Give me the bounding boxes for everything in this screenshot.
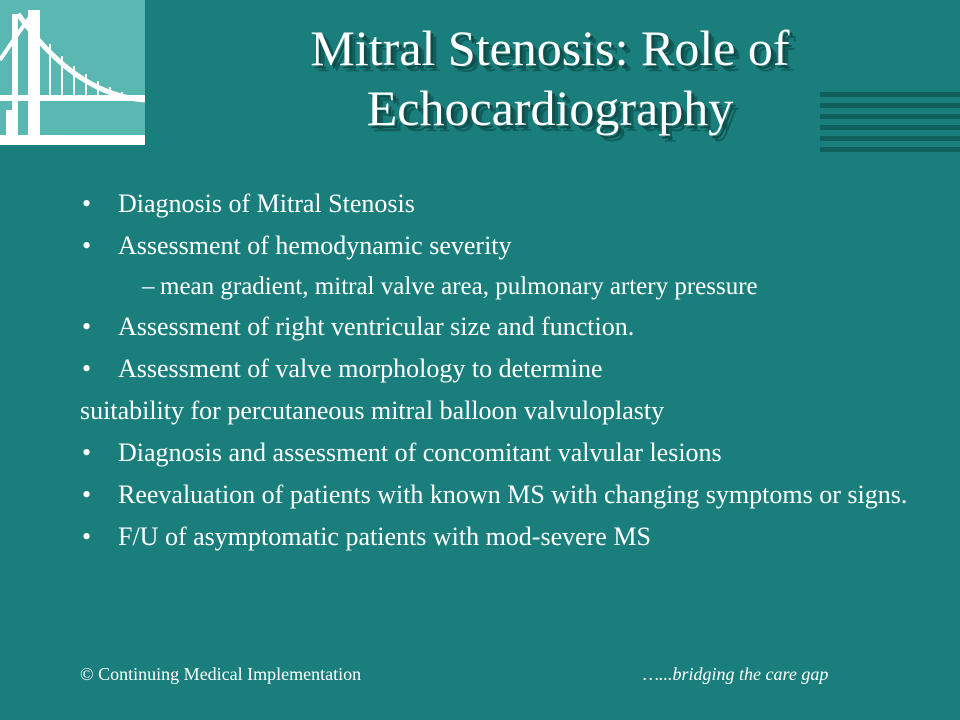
list-item (80, 230, 940, 262)
continuation-line: suitability for percutaneous mitral balloon valvuloplasty (80, 396, 665, 425)
bullet-text: Reevaluation of patients with known MS with changing symptoms or signs. (118, 480, 908, 509)
bullet-marker: • (82, 354, 92, 383)
bullet-marker: • (82, 522, 92, 551)
bullet-text: Diagnosis and assessment of concomitant valvular lesions (118, 438, 722, 467)
sub-bullet-text: mean gradient, mitral valve area, pulmonary artery pressure (160, 273, 758, 300)
bullet-marker: • (82, 438, 92, 467)
bullet-text: Diagnosis of Mitral Stenosis (118, 189, 415, 218)
list-item (80, 311, 940, 343)
list-item (80, 437, 940, 469)
footer-copyright: © Continuing Medical Implementation (80, 664, 362, 684)
bullet-text: F/U of asymptomatic patients with mod-severe MS (118, 522, 651, 551)
logo (0, 0, 145, 145)
footer-tagline: …...bridging the care gap (643, 664, 829, 684)
list-item (80, 521, 940, 553)
list-item (80, 188, 940, 220)
bullet-list (80, 188, 940, 563)
list-item (80, 353, 940, 385)
bullet-text: Assessment of right ventricular size and function. (118, 312, 635, 341)
bullet-text: Assessment of hemodynamic severity (118, 231, 512, 260)
dash-marker: – (142, 273, 155, 300)
bullet-marker: • (82, 480, 92, 509)
bullet-marker: • (82, 231, 92, 260)
golden-gate-bridge-icon (0, 0, 145, 145)
slide-title (150, 18, 950, 138)
bullet-marker: • (82, 312, 92, 341)
bullet-text: Assessment of valve morphology to determine (118, 354, 603, 383)
list-item (80, 479, 940, 511)
bullet-marker: • (82, 189, 92, 218)
title-line-2: Echocardiography (366, 80, 734, 136)
title-line-1: Mitral Stenosis: Role of (310, 20, 790, 76)
sub-list-item (80, 272, 940, 301)
